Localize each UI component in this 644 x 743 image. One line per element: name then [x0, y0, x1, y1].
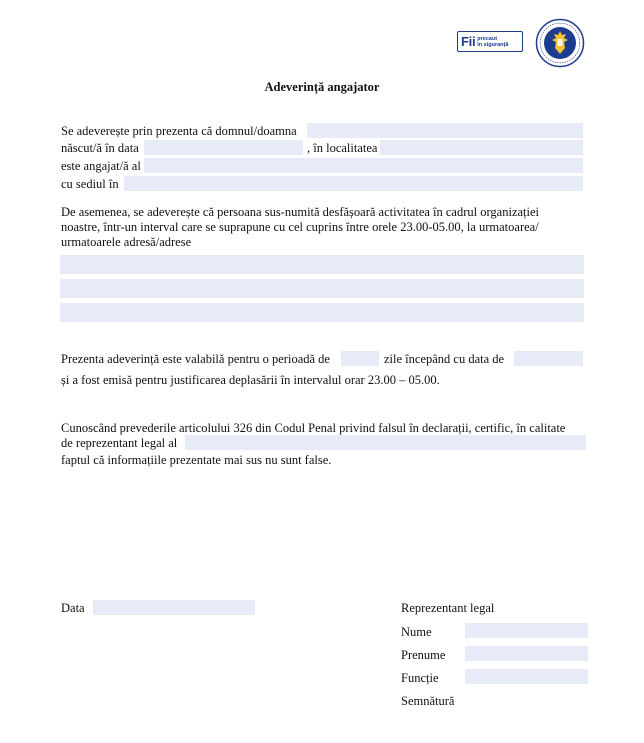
s1-line3: este angajat/ă al: [61, 159, 141, 173]
reprezentant-organizatie-field[interactable]: [185, 435, 586, 450]
numar-zile-field[interactable]: [341, 351, 379, 366]
semnatura-label: Semnătură: [401, 694, 455, 708]
angajator-field[interactable]: [144, 158, 583, 173]
fii-logo-line2: în siguranță: [477, 41, 509, 48]
prenume-field[interactable]: [465, 646, 588, 661]
fii-precaut-logo: [457, 31, 523, 52]
s2-line1: De asemenea, se adeverește că persoana sus-numită desfășoară activitatea în cadrul organizației: [61, 205, 540, 219]
s1-line4: cu sediul în: [61, 177, 119, 191]
functie-field[interactable]: [465, 669, 588, 684]
s4-line1: Cunoscând prevederile articolului 326 din Codul Penal privind falsul în declarații, certific, în calitate: [61, 421, 566, 435]
nume-angajat-field[interactable]: [307, 123, 583, 138]
prenume-label: Prenume: [401, 648, 446, 662]
s4-line3: faptul că informațiile prezentate mai sus nu sunt false.: [61, 453, 332, 467]
s3-line1-label: Prezenta adeverință este valabilă pentru o perioadă de: [61, 352, 330, 366]
s3-line2: și a fost emisă pentru justificarea deplasării în intervalul orar 23.00 – 05.00.: [61, 373, 440, 387]
document-title: Adeverință angajator: [264, 80, 380, 94]
data-inceput-field[interactable]: [514, 351, 583, 366]
s1-line2-localitate-label: , în localitatea: [307, 141, 378, 155]
adresa-field-2[interactable]: [60, 279, 584, 298]
data-label: Data: [61, 601, 85, 615]
nume-field[interactable]: [465, 623, 588, 638]
reprezentant-legal-title: Reprezentant legal: [401, 601, 495, 615]
localitate-field[interactable]: [380, 140, 583, 155]
data-nasterii-field[interactable]: [144, 140, 303, 155]
guvernul-romaniei-seal-icon: [535, 18, 585, 68]
fii-logo-tagline: [477, 36, 508, 48]
data-field[interactable]: [93, 600, 255, 615]
adresa-field-1[interactable]: [60, 255, 584, 274]
nume-label: Nume: [401, 625, 432, 639]
s2-line2: noastre, într-un interval care se suprapune cu cel cuprins între orele 23.00-05.00, la urmatoarea/: [61, 220, 539, 234]
adresa-field-3[interactable]: [60, 303, 584, 322]
fii-logo-line1: precaut: [477, 35, 498, 42]
functie-label: Funcție: [401, 671, 439, 685]
s1-line2-label: născut/ă în data: [61, 141, 139, 155]
sediu-field[interactable]: [124, 176, 583, 191]
fii-logo-text: Fii: [461, 34, 476, 49]
s1-line1: Se adeverește prin prezenta că domnul/doamna: [61, 124, 297, 138]
s2-line3: urmatoarele adresă/adrese: [61, 235, 192, 249]
s4-line2: de reprezentant legal al: [61, 436, 178, 450]
s3-line1-data-label: zile începând cu data de: [384, 352, 505, 366]
